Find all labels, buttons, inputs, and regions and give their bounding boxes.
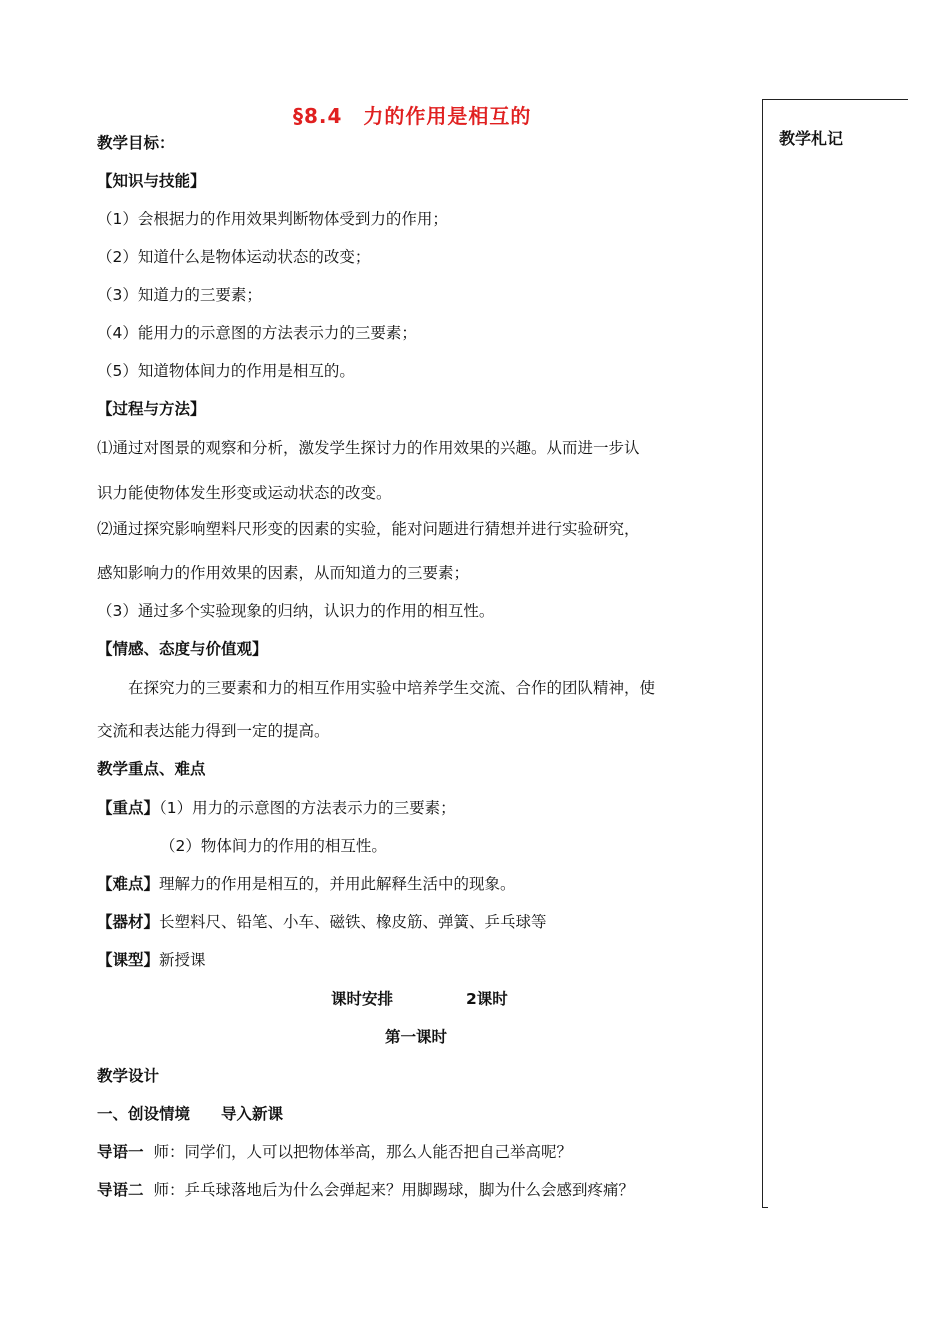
emotion-line: 在探究力的三要素和力的相互作用实验中培养学生交流、合作的团队精神，使 [128,679,656,697]
equipment-text: 长塑料尺、铅笔、小车、磁铁、橡皮筋、弹簧、乒乓球等 [159,913,547,931]
equipment-label: 【器材】 [97,913,160,931]
schedule-label: 课时安排 [331,990,394,1008]
first-lesson-heading: 第一课时 [385,1028,448,1046]
difficulty-label: 【难点】 [97,875,160,893]
knowledge-item: （5）知道物体间力的作用是相互的。 [97,362,355,380]
intro-two-text: 师：乒乓球落地后为什么会弹起来？用脚踢球，脚为什么会感到疼痛？ [153,1181,635,1199]
knowledge-item: （1）会根据力的作用效果判断物体受到力的作用； [97,210,448,228]
difficulty-row [97,877,516,893]
column-end-mark [762,1207,768,1208]
schedule-value: 2课时 [466,990,508,1008]
process-line: ⑵通过探究影响塑料尺形变的因素的实验，能对问题进行猜想并进行实验研究， [97,520,640,538]
design-heading: 教学设计 [97,1067,160,1085]
intro-one-label: 导语一 [97,1143,144,1161]
document-title: §8.4 力的作用是相互的 [293,104,532,128]
emotion-line: 交流和表达能力得到一定的提高。 [97,722,330,740]
intro-one-text: 师：同学们，人可以把物体举高，那么人能否把自己举高呢？ [153,1143,573,1161]
teaching-notes-column [762,99,908,1207]
lesson-type-row [97,953,206,969]
intro-two-label: 导语二 [97,1181,144,1199]
teaching-notes-title: 教学札记 [779,129,844,148]
lesson-type-text: 新授课 [159,951,206,969]
knowledge-item: （3）知道力的三要素； [97,286,262,304]
knowledge-heading: 【知识与技能】 [97,172,206,190]
process-line: 识力能使物体发生形变或运动状态的改变。 [97,484,392,502]
intro-two-row [97,1183,634,1199]
section-one-heading: 一、创设情境 导入新课 [97,1105,284,1123]
equipment-row [97,915,547,931]
process-heading: 【过程与方法】 [97,400,206,418]
process-line: 感知影响力的作用效果的因素，从而知道力的三要素； [97,564,470,582]
knowledge-item: （2）知道什么是物体运动状态的改变； [97,248,371,266]
focus-label: 【重点】 [97,799,160,817]
emotion-heading: 【情感、态度与价值观】 [97,640,268,658]
key-points-heading: 教学重点、难点 [97,760,206,778]
intro-one-row [97,1145,572,1161]
goals-heading: 教学目标： [97,134,175,152]
focus-row [97,801,456,817]
knowledge-item: （4）能用力的示意图的方法表示力的三要素； [97,324,417,342]
process-line: ⑴通过对图景的观察和分析，激发学生探讨力的作用效果的兴趣。从而进一步认 [97,439,640,457]
difficulty-text: 理解力的作用是相互的，并用此解释生活中的现象。 [159,875,516,893]
focus-item: （2）物体间力的作用的相互性。 [160,837,387,855]
lesson-type-label: 【课型】 [97,951,160,969]
focus-item: （1）用力的示意图的方法表示力的三要素； [159,799,456,817]
process-line: （3）通过多个实验现象的归纳，认识力的作用的相互性。 [97,602,495,620]
